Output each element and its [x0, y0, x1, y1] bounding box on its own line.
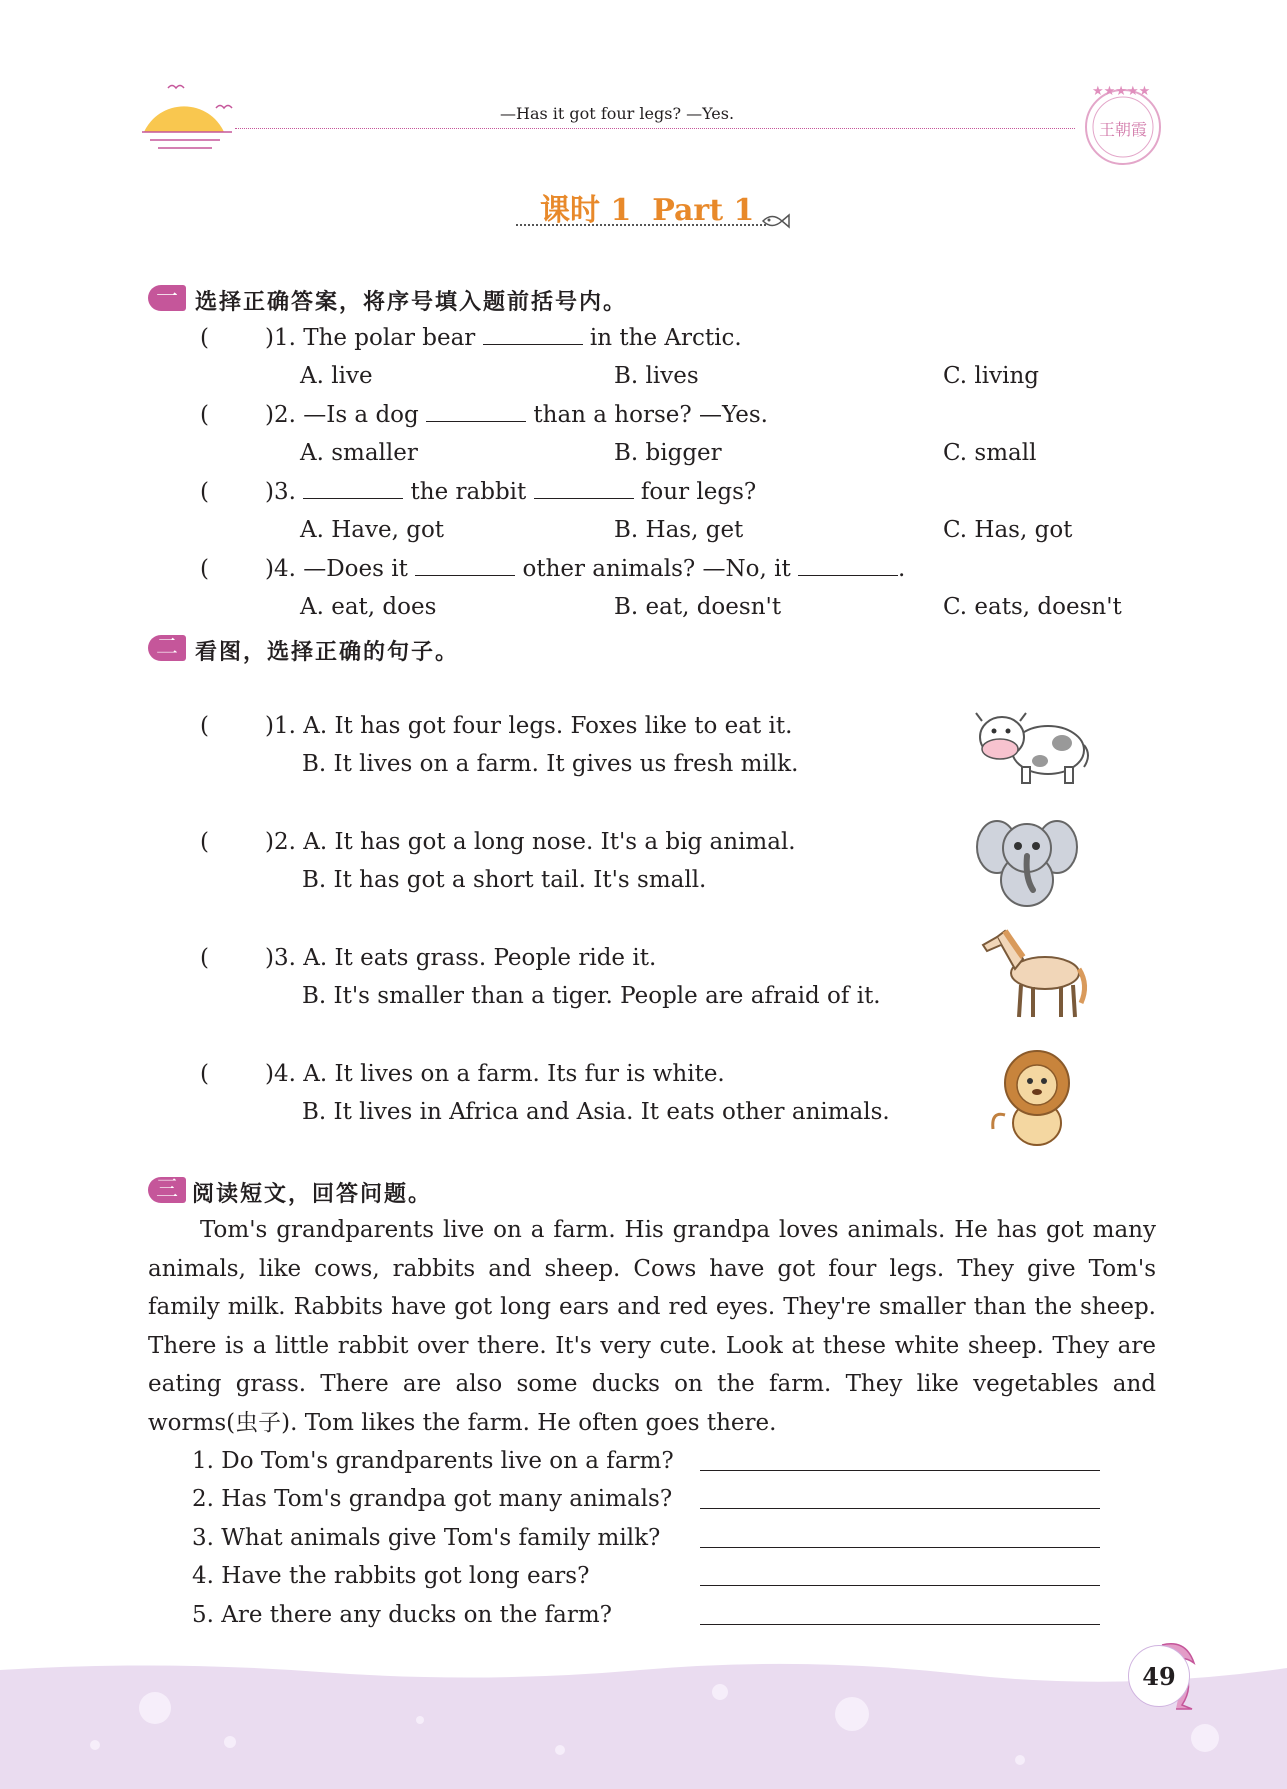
option-a: A. smaller: [300, 440, 418, 466]
fish-icon: [760, 210, 790, 232]
answer-line[interactable]: [700, 1624, 1100, 1625]
picture-question: ( )3. A. It eats grass. People ride it.: [200, 945, 657, 971]
section3-title: 阅读短文，回答问题。: [192, 1182, 433, 1207]
running-title: —Has it got four legs? —Yes.: [500, 104, 735, 123]
option-c: C. small: [943, 440, 1037, 466]
reading-question: 1. Do Tom's grandparents live on a farm?: [192, 1448, 674, 1474]
elephant-icon: [975, 812, 1080, 912]
option-b: B. bigger: [614, 440, 722, 466]
svg-text:王朝霞: 王朝霞: [1098, 120, 1148, 139]
sun-icon: [120, 70, 240, 155]
answer-line[interactable]: [700, 1585, 1100, 1586]
answer-blank[interactable]: [798, 557, 898, 576]
question-row: ( )3. the rabbit four legs?: [200, 479, 757, 505]
option-a: A. eat, does: [300, 594, 437, 620]
option-a: A. live: [300, 363, 373, 389]
answer-line[interactable]: [700, 1470, 1100, 1471]
lesson-title: 课时 1 Part 1: [540, 193, 755, 228]
option-a: A. Have, got: [300, 517, 445, 543]
choice-b: B. It lives in Africa and Asia. It eats other animals.: [302, 1099, 890, 1125]
answer-blank[interactable]: [415, 557, 515, 576]
horse-icon: [975, 925, 1095, 1025]
section2-badge: 二: [148, 635, 186, 661]
choice-b: B. It's smaller than a tiger. People are afraid of it.: [302, 983, 881, 1009]
option-c: C. living: [943, 363, 1039, 389]
question-row: ( )1. The polar bear in the Arctic.: [200, 325, 742, 351]
answer-blank[interactable]: [303, 480, 403, 499]
picture-question: ( )2. A. It has got a long nose. It's a big animal.: [200, 829, 796, 855]
reading-question: 5. Are there any ducks on the farm?: [192, 1602, 612, 1628]
footer-band: [0, 1650, 1287, 1789]
reading-question: 2. Has Tom's grandpa got many animals?: [192, 1486, 673, 1512]
option-b: B. lives: [614, 363, 699, 389]
option-c: C. Has, got: [943, 517, 1073, 543]
answer-blank[interactable]: [534, 480, 634, 499]
option-b: B. Has, get: [614, 517, 744, 543]
answer-line[interactable]: [700, 1547, 1100, 1548]
section3-badge: 三: [148, 1177, 186, 1203]
picture-question: ( )1. A. It has got four legs. Foxes like to eat it.: [200, 713, 793, 739]
option-c: C. eats, doesn't: [943, 594, 1122, 620]
reading-question: 3. What animals give Tom's family milk?: [192, 1525, 661, 1551]
question-row: ( )4. —Does it other animals? —No, it .: [200, 556, 906, 582]
title-underline: [516, 224, 766, 226]
header-rule: [235, 128, 1075, 129]
section1-title: 选择正确答案，将序号填入题前括号内。: [195, 290, 628, 315]
reading-passage: Tom's grandparents live on a farm. His grandpa loves animals. He has got many animals, like cows, rabbits and sheep. Cows have got four legs. They give Tom's family milk. Rabbits have got long ears and red eyes. They're smaller than the sheep. There is a little rabbit over there. It's very cute. Look at these white sheep. They are eating grass. There are also some ducks on the farm. They like vegetables and worms(虫子). Tom likes the farm. He often goes there.: [148, 1217, 1156, 1436]
section1-badge: 一: [148, 285, 186, 311]
section2-title: 看图，选择正确的句子。: [195, 640, 460, 665]
reading-question: 4. Have the rabbits got long ears?: [192, 1563, 590, 1589]
choice-b: B. It lives on a farm. It gives us fresh milk.: [302, 751, 799, 777]
publisher-logo: [1078, 80, 1168, 166]
answer-blank[interactable]: [426, 403, 526, 422]
option-b: B. eat, doesn't: [614, 594, 782, 620]
answer-blank[interactable]: [483, 326, 583, 345]
page-number: 49: [1142, 1662, 1176, 1691]
svg-text:★★★★★: ★★★★★: [1092, 84, 1151, 99]
cow-icon: [970, 705, 1095, 790]
question-row: ( )2. —Is a dog than a horse? —Yes.: [200, 402, 768, 428]
picture-question: ( )4. A. It lives on a farm. Its fur is white.: [200, 1061, 725, 1087]
lion-icon: [985, 1045, 1090, 1150]
choice-b: B. It has got a short tail. It's small.: [302, 867, 707, 893]
answer-line[interactable]: [700, 1508, 1100, 1509]
